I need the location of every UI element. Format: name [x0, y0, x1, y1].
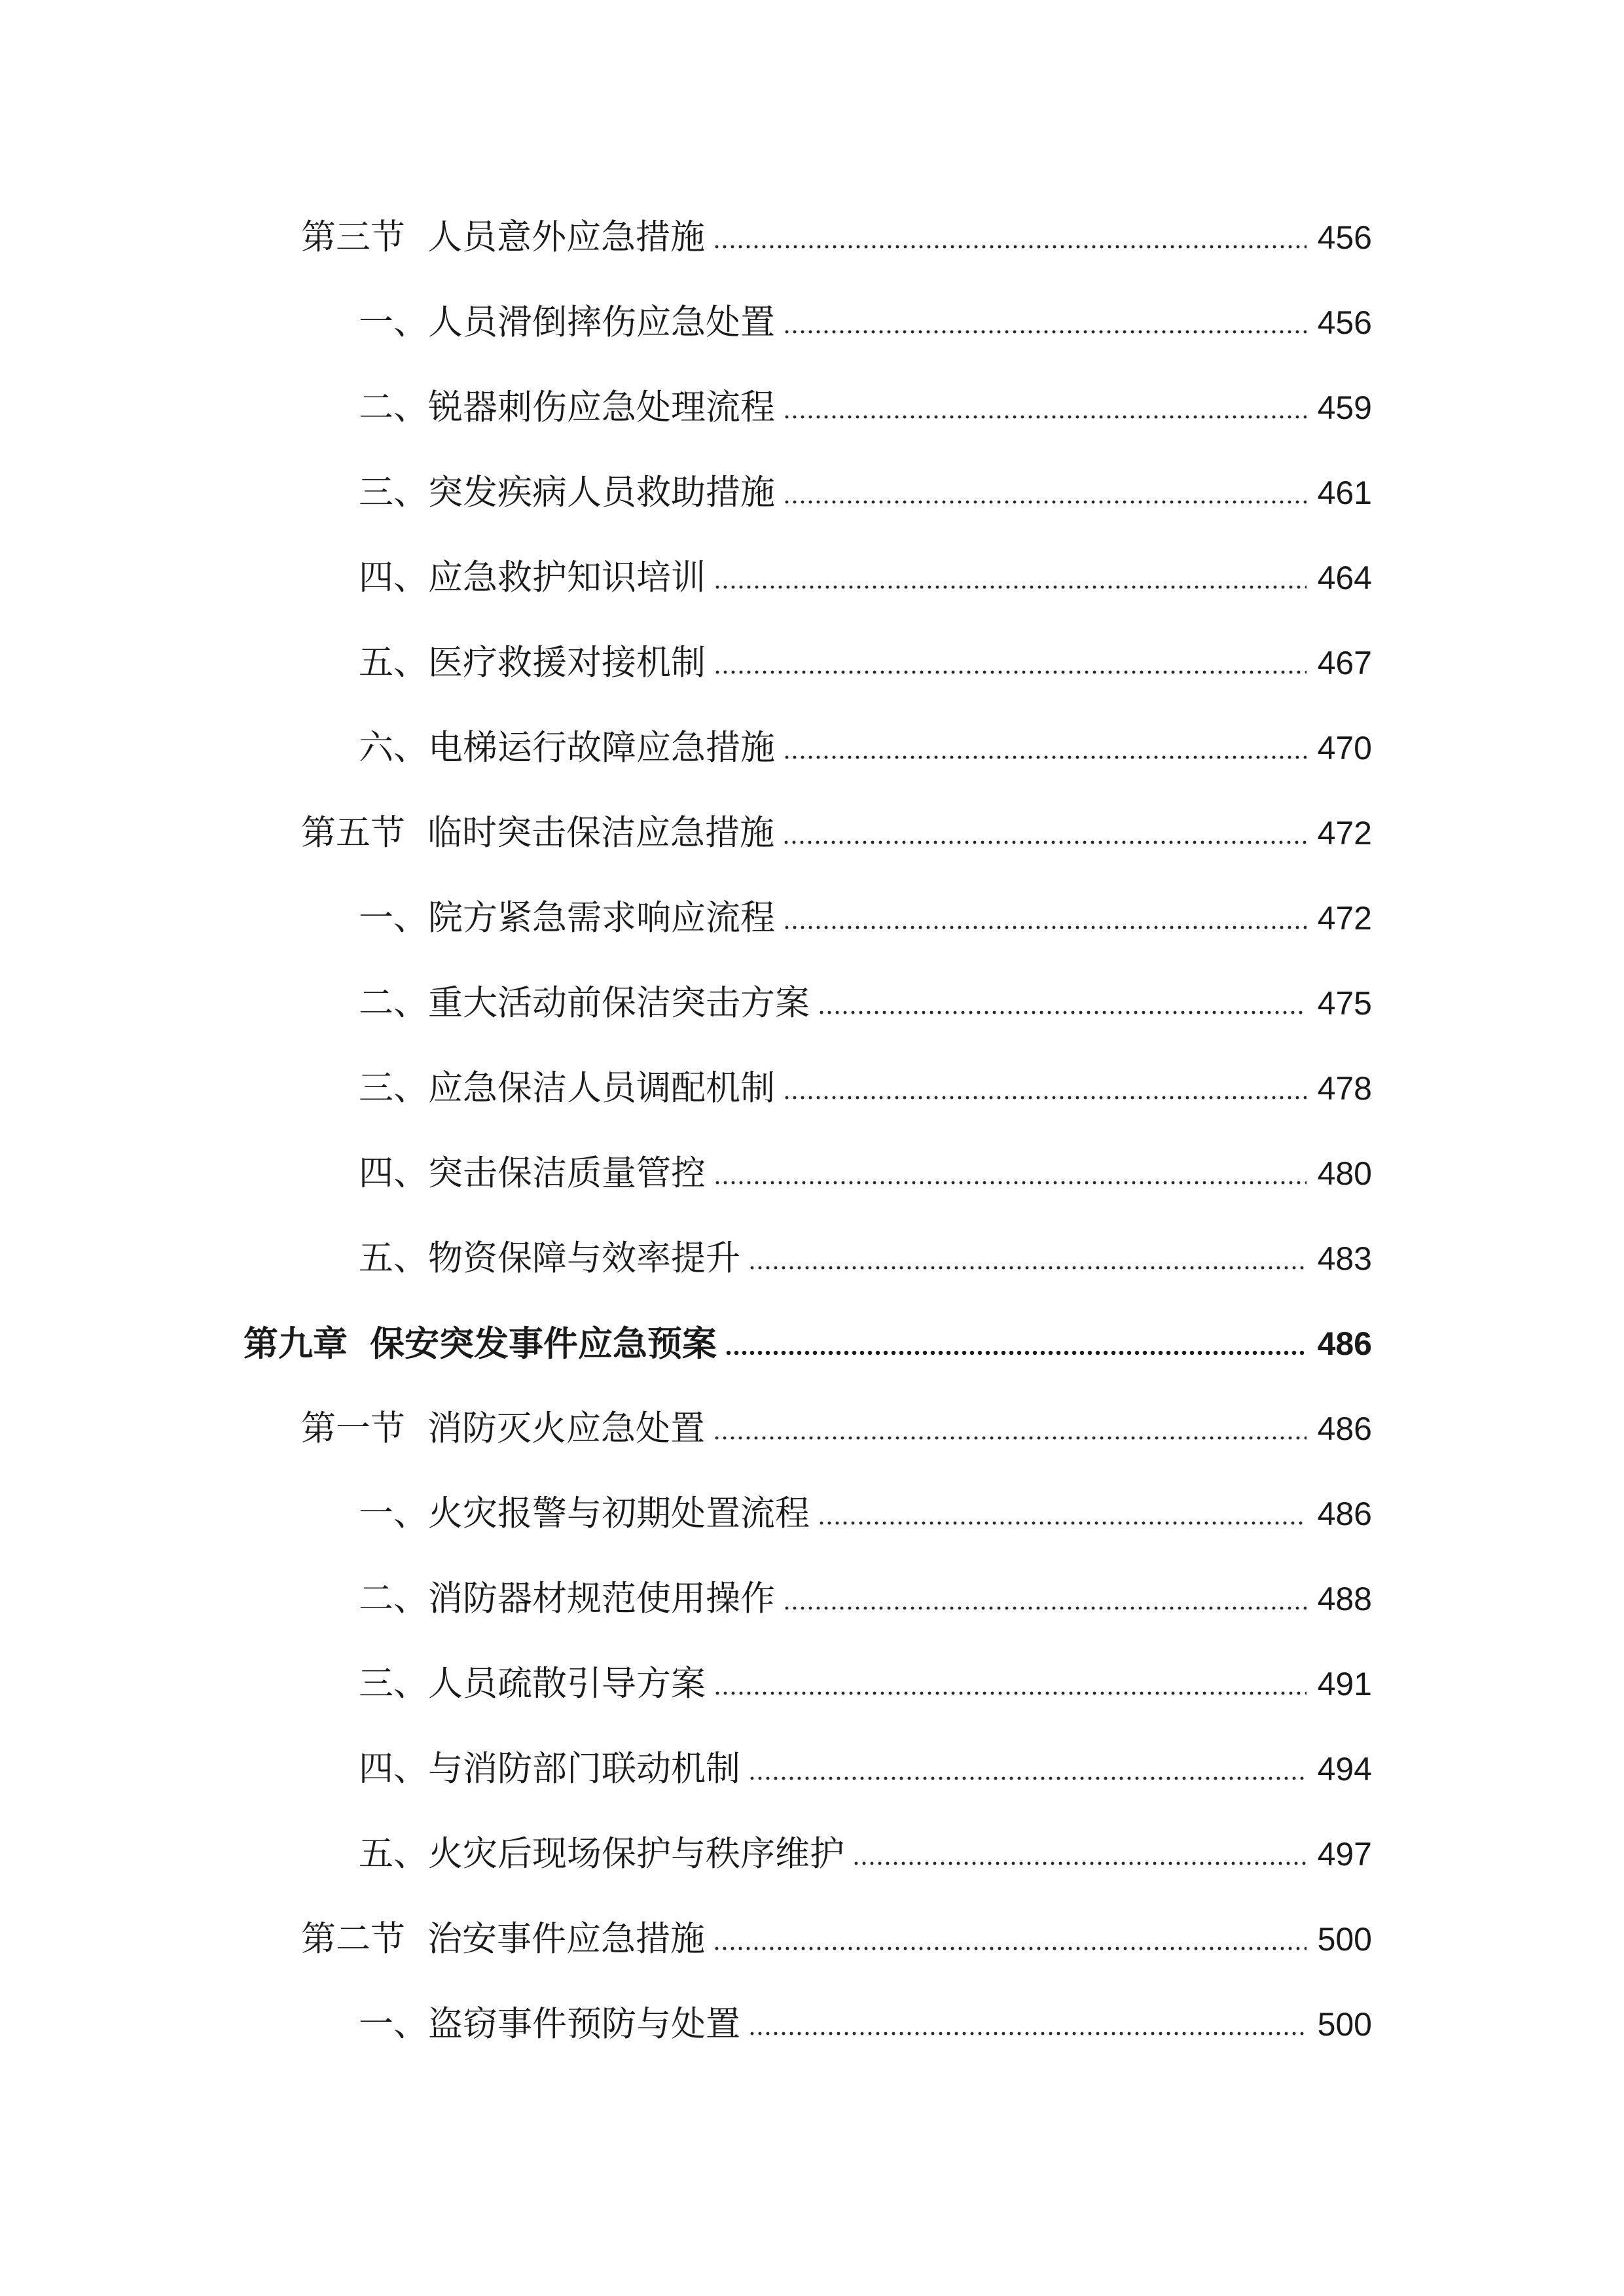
toc-entry-number: 四、 — [359, 1749, 428, 1789]
toc-entry-item[interactable] — [359, 1828, 1372, 1880]
toc-entry-item[interactable] — [359, 1147, 1372, 1200]
toc-entry-title: 火灾报警与初期处置流程 — [428, 1494, 810, 1534]
toc-entry-title: 突发疾病人员救助措施 — [428, 473, 775, 512]
toc-entry-item[interactable] — [359, 1658, 1372, 1710]
toc-entry-page: 494 — [1317, 1751, 1372, 1787]
toc-entry-number: 五、 — [359, 643, 428, 683]
toc-entry-title: 应急救护知识培训 — [428, 558, 706, 598]
toc-entry-page: 459 — [1317, 389, 1372, 426]
toc-entry-chapter[interactable] — [244, 1318, 1372, 1370]
toc-entry-number: 第九章 — [244, 1323, 348, 1364]
toc-entry-page: 483 — [1317, 1240, 1372, 1277]
toc-entry-number: 第二节 — [301, 1919, 405, 1959]
toc-entry-title: 应急保洁人员调配机制 — [428, 1068, 775, 1108]
toc-entry-number: 第三节 — [301, 217, 405, 257]
toc-entry-item[interactable] — [359, 296, 1372, 349]
toc-entry-title: 电梯运行故障应急措施 — [428, 728, 775, 768]
toc-entry-item[interactable] — [359, 1743, 1372, 1795]
toc-entry-number: 二、 — [359, 1579, 428, 1619]
toc-entry-title: 人员疏散引导方案 — [428, 1664, 706, 1704]
toc-entry-section[interactable] — [301, 807, 1372, 859]
toc-entry-number: 三、 — [359, 473, 428, 512]
toc-entry-number: 二、 — [359, 983, 428, 1023]
toc-entry-number: 一、 — [359, 2004, 428, 2044]
toc-entry-page: 470 — [1317, 730, 1372, 766]
dot-leader — [783, 499, 1307, 505]
dot-leader — [782, 839, 1307, 846]
dot-leader — [713, 669, 1307, 675]
toc-entry-page: 472 — [1317, 900, 1372, 937]
toc-entry-title: 临时突击保洁应急措施 — [427, 813, 774, 853]
toc-entry-item[interactable] — [359, 467, 1372, 519]
dot-leader — [818, 1009, 1307, 1016]
toc-entry-title: 与消防部门联动机制 — [428, 1749, 740, 1789]
toc-entry-title: 消防器材规范使用操作 — [428, 1579, 775, 1619]
toc-entry-title: 人员滑倒摔伤应急处置 — [428, 302, 775, 342]
toc-entry-page: 486 — [1317, 1496, 1372, 1532]
toc-entry-page: 486 — [1317, 1410, 1372, 1447]
toc-entry-page: 480 — [1317, 1155, 1372, 1192]
dot-leader — [713, 1179, 1307, 1186]
toc-entry-item[interactable] — [359, 637, 1372, 689]
toc-entry-item[interactable] — [359, 892, 1372, 944]
dot-leader — [818, 1520, 1307, 1526]
toc-entry-number: 二、 — [359, 387, 428, 427]
dot-leader — [748, 1265, 1307, 1271]
toc-entry-item[interactable] — [359, 1573, 1372, 1625]
toc-entry-item[interactable] — [359, 722, 1372, 774]
toc-entry-section[interactable] — [301, 1913, 1372, 1965]
toc-entry-number: 三、 — [359, 1664, 428, 1704]
toc-entry-title: 医疗救援对接机制 — [428, 643, 706, 683]
toc-entry-title: 物资保障与效率提升 — [428, 1238, 740, 1278]
toc-entry-title: 保安突发事件应急预案 — [370, 1323, 717, 1364]
dot-leader — [748, 1775, 1307, 1782]
toc-entry-page: 472 — [1317, 815, 1372, 852]
dot-leader — [783, 1605, 1307, 1611]
toc-entry-title: 盗窃事件预防与处置 — [428, 2004, 740, 2044]
toc-entry-number: 六、 — [359, 728, 428, 768]
toc-entry-page: 475 — [1317, 985, 1372, 1022]
dot-leader — [783, 329, 1307, 335]
toc-entry-number: 五、 — [359, 1834, 428, 1874]
toc-entry-page: 461 — [1317, 475, 1372, 511]
toc-entry-page: 497 — [1317, 1836, 1372, 1873]
toc-entry-number: 第五节 — [301, 813, 405, 853]
toc-entry-number: 四、 — [359, 558, 428, 598]
dot-leader — [713, 1690, 1307, 1696]
toc-entry-page: 456 — [1317, 219, 1372, 256]
toc-entry-page: 500 — [1317, 2006, 1372, 2043]
toc-entry-number: 一、 — [359, 302, 428, 342]
toc-entry-title: 突击保洁质量管控 — [428, 1153, 706, 1193]
toc-entry-title: 锐器刺伤应急处理流程 — [428, 387, 775, 427]
dot-leader — [783, 924, 1307, 931]
toc-entry-number: 四、 — [359, 1153, 428, 1193]
toc-entry-title: 人员意外应急措施 — [427, 217, 705, 257]
toc-entry-title: 消防灭火应急处置 — [427, 1408, 705, 1448]
toc-entry-number: 五、 — [359, 1238, 428, 1278]
dot-leader — [725, 1350, 1307, 1356]
toc-entry-page: 467 — [1317, 645, 1372, 681]
toc-entry-number: 三、 — [359, 1068, 428, 1108]
dot-leader — [783, 1094, 1307, 1101]
dot-leader — [852, 1860, 1307, 1867]
dot-leader — [713, 1945, 1307, 1952]
toc-entry-page: 456 — [1317, 304, 1372, 341]
toc-entry-page: 464 — [1317, 560, 1372, 596]
toc-entry-item[interactable] — [359, 977, 1372, 1030]
toc-entry-page: 491 — [1317, 1666, 1372, 1702]
dot-leader — [783, 414, 1307, 420]
toc-entry-page: 500 — [1317, 1921, 1372, 1958]
toc-entry-page: 486 — [1317, 1325, 1372, 1362]
toc-entry-title: 治安事件应急措施 — [427, 1919, 705, 1959]
toc-entry-title: 火灾后现场保护与秩序维护 — [428, 1834, 844, 1874]
dot-leader — [713, 1435, 1307, 1441]
toc-entry-item[interactable] — [359, 1062, 1372, 1115]
toc-entry-item[interactable] — [359, 1232, 1372, 1285]
toc-entry-number: 第一节 — [301, 1408, 405, 1448]
toc-entry-number: 一、 — [359, 1494, 428, 1534]
toc-entry-item[interactable] — [359, 1998, 1372, 2051]
toc-entry-title: 院方紧急需求响应流程 — [428, 898, 775, 938]
toc-entry-section[interactable] — [301, 211, 1372, 264]
dot-leader — [748, 2030, 1307, 2037]
toc-entry-page: 488 — [1317, 1581, 1372, 1617]
toc-entry-section[interactable] — [301, 1403, 1372, 1455]
toc-entry-title: 重大活动前保洁突击方案 — [428, 983, 810, 1023]
toc-entry-item[interactable] — [359, 382, 1372, 434]
dot-leader — [713, 243, 1307, 250]
toc-entry-number: 一、 — [359, 898, 428, 938]
dot-leader — [783, 754, 1307, 761]
dot-leader — [713, 584, 1307, 590]
toc-entry-page: 478 — [1317, 1070, 1372, 1107]
toc-entry-item[interactable] — [359, 1488, 1372, 1540]
toc-entry-item[interactable] — [359, 552, 1372, 604]
